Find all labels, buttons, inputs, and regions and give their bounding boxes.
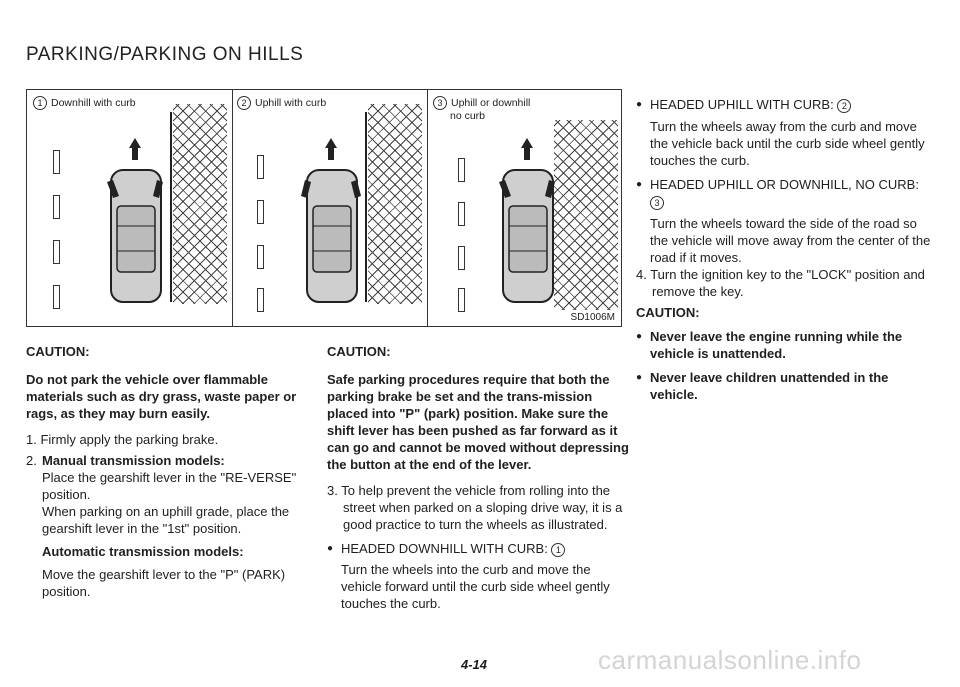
circled-number: 1 (33, 96, 47, 110)
lane-marker (53, 195, 60, 219)
page-title: PARKING/PARKING ON HILLS (26, 44, 304, 65)
automatic-heading: Automatic transmission models: (42, 544, 244, 559)
caution-item: ● Never leave children unattended in the vehicle. (636, 369, 936, 403)
car-icon (491, 136, 563, 306)
lane-marker (458, 158, 465, 182)
column-left (26, 343, 326, 604)
caution-heading: CAUTION: (327, 344, 391, 359)
lane-marker (257, 288, 264, 312)
step-4: 4. Turn the ignition key to the "LOCK" position and remove the key. (636, 267, 925, 299)
circled-number: 3 (650, 196, 664, 210)
panel-divider (427, 90, 428, 326)
manual-text-b: When parking on an uphill grade, place the gearshift lever in the "1st" position. (42, 504, 290, 536)
step-3: 3. To help prevent the vehicle from rolling into the street when parked on a sloping drive way, it is a good practice to turn the wheels as illustrated. (327, 483, 623, 532)
panel-3-label: 3 Uphill or downhill no curb (433, 96, 530, 122)
circled-number: 3 (433, 96, 447, 110)
bullet-no-curb: ● HEADED UPHILL OR DOWNHILL, NO CURB: 3 (636, 176, 936, 210)
lane-marker (458, 246, 465, 270)
step-1: 1. Firmly apply the parking brake. (26, 432, 219, 447)
curb-area (368, 104, 422, 304)
caution-text: Safe parking procedures require that both the parking brake be set and the trans-mission placed into "P" (park) position. Make sure the shift lever has been pushed as far forward as it can go and cannot be moved without depressing the button at the end of the lever. (327, 372, 629, 472)
lane-marker (53, 150, 60, 174)
car-icon (295, 136, 367, 306)
column-right (636, 96, 936, 403)
page-number: 4-14 (461, 657, 488, 672)
panel-1-label: 1 Downhill with curb (33, 96, 136, 110)
manual-heading: Manual transmission models: (42, 453, 225, 468)
panel-2-label: 2 Uphill with curb (237, 96, 326, 110)
caution-item: ● Never leave the engine running while the vehicle is unattended. (636, 328, 936, 362)
watermark: carmanualsonline.info (598, 645, 862, 675)
circled-number: 1 (551, 543, 565, 557)
lane-marker (257, 200, 264, 224)
lane-marker (257, 155, 264, 179)
circled-number: 2 (237, 96, 251, 110)
lane-marker (458, 202, 465, 226)
bullet-uphill-curb: ● HEADED UPHILL WITH CURB: 2 (636, 96, 936, 113)
caution-heading: CAUTION: (636, 305, 700, 320)
figure-code: SD1006M (570, 312, 615, 323)
lane-marker (257, 245, 264, 269)
bullet-downhill-curb: ● HEADED DOWNHILL WITH CURB: 1 (327, 540, 634, 557)
lane-marker (53, 240, 60, 264)
column-middle (327, 343, 634, 612)
downhill-curb-text: Turn the wheels into the curb and move the vehicle forward until the curb side wheel gently touches the curb. (341, 562, 610, 611)
lane-marker (458, 288, 465, 312)
uphill-curb-text: Turn the wheels away from the curb and move the vehicle back until the curb side wheel gently touches the curb. (650, 119, 925, 168)
roadside-area (554, 120, 618, 310)
manual-text-a: Place the gearshift lever in the "RE-VERSE" position. (42, 470, 297, 502)
panel-divider (232, 90, 233, 326)
lane-marker (53, 285, 60, 309)
automatic-text: Move the gearshift lever to the "P" (PARK) position. (42, 567, 286, 599)
curb-area (173, 104, 227, 304)
circled-number: 2 (837, 99, 851, 113)
caution-heading: CAUTION: (26, 344, 90, 359)
car-icon (99, 136, 171, 306)
caution-text: Do not park the vehicle over flammable materials such as dry grass, waste paper or rags, as they may burn easily. (26, 372, 297, 421)
no-curb-text: Turn the wheels toward the side of the road so the vehicle will move away from the center of the road if it moves. (650, 216, 931, 265)
parking-illustration (26, 89, 622, 327)
step-2: 2. Manual transmission models: Place the gearshift lever in the "RE-VERSE" position. When parking on an uphill grade, place the gearshift lever in the "1st" position. Automatic transmission models: Move the gearshift lever to the "P" (PARK) position. (26, 452, 326, 600)
